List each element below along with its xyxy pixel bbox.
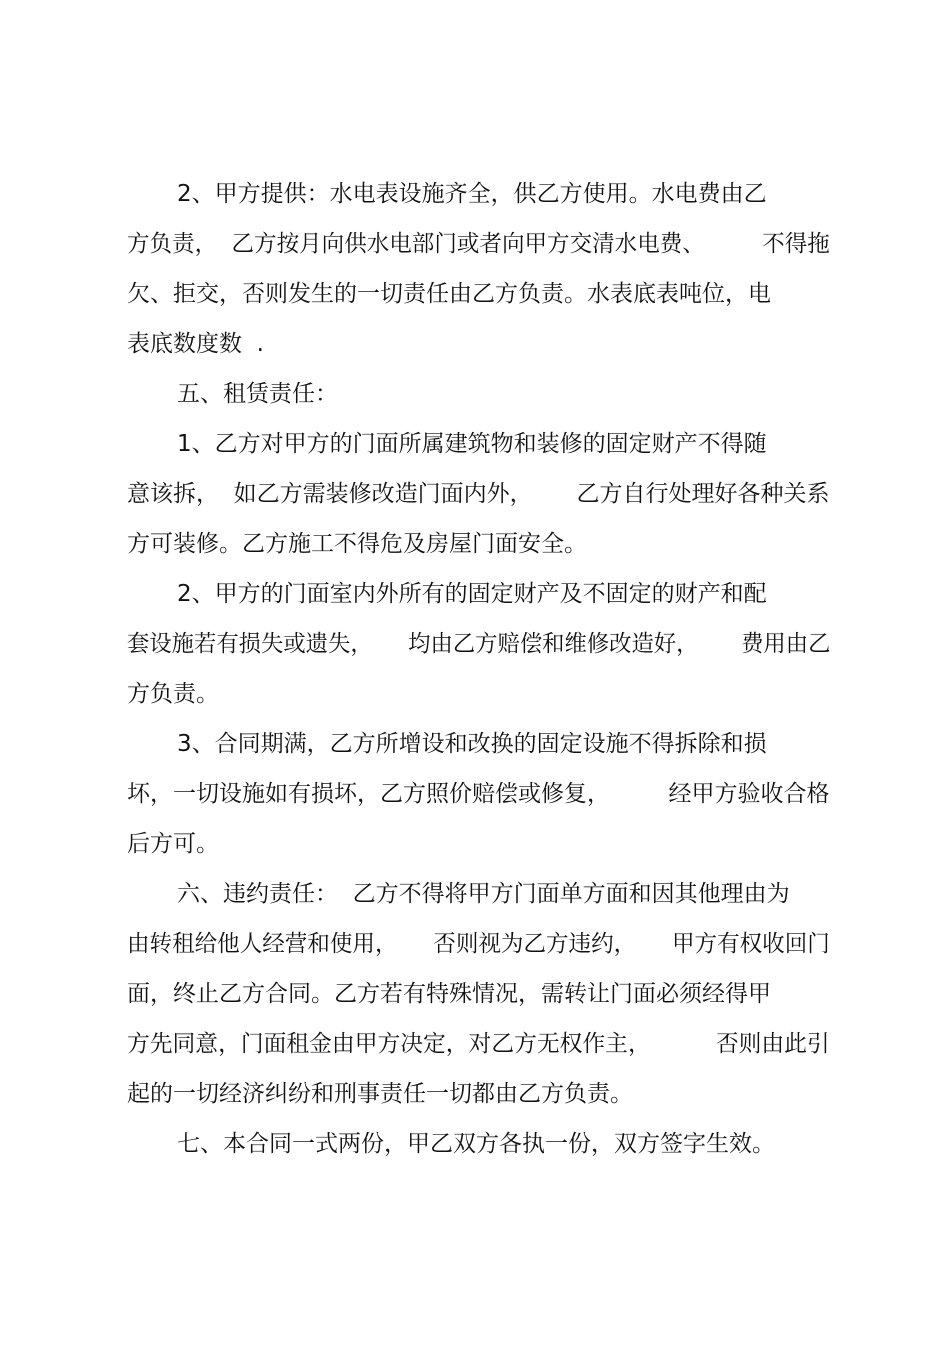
section-5-clause-3-line-3: 后方可。: [127, 831, 219, 857]
clause-2-water-electricity-line-3: 欠、拒交，否则发生的一切责任由乙方负责。水表底表吨位，电: [127, 281, 771, 307]
section-6-line-5: 起的一切经济纠纷和刑事责任一切都由乙方负责。: [127, 1081, 633, 1107]
section-6-line-1: 六、违约责任： 乙方不得将甲方门面单方面和因其他理由为: [177, 881, 790, 907]
section-6-line-3: 面，终止乙方合同。乙方若有特殊情况，需转让门面必须经得甲: [127, 981, 771, 1007]
section-5-clause-1-line-2: 意该拆， 如乙方需装修改造门面内外， 乙方自行处理好各种关系: [127, 481, 830, 507]
clause-2-water-electricity-line-1: 2、甲方提供：水电表设施齐全，供乙方使用。水电费由乙: [177, 181, 767, 207]
section-5-clause-1-line-3: 方可装修。乙方施工不得危及房屋门面安全。: [127, 531, 587, 557]
section-7-line: 七、本合同一式两份，甲乙双方各执一份，双方签字生效。: [177, 1131, 775, 1157]
section-5-heading: 五、租赁责任：: [177, 381, 338, 407]
section-6-line-4: 方先同意，门面租金由甲方决定，对乙方无权作主， 否则由此引: [127, 1031, 830, 1057]
section-5-clause-2-line-2: 套设施若有损失或遗失， 均由乙方赔偿和维修改造好， 费用由乙: [127, 631, 831, 657]
section-5-clause-3-line-2: 坏，一切设施如有损坏，乙方照价赔偿或修复， 经甲方验收合格: [127, 781, 830, 807]
clause-2-water-electricity-line-4: 表底数度数 .: [127, 331, 264, 357]
section-5-clause-2-line-1: 2、甲方的门面室内外所有的固定财产及不固定的财产和配: [177, 581, 767, 607]
section-5-clause-2-line-3: 方负责。: [127, 681, 219, 707]
section-5-clause-3-line-1: 3、合同期满，乙方所增设和改换的固定设施不得拆除和损: [177, 731, 767, 757]
section-5-clause-1-line-1: 1、乙方对甲方的门面所属建筑物和装修的固定财产不得随: [177, 431, 767, 457]
clause-2-water-electricity-line-2: 方负责， 乙方按月向供水电部门或者向甲方交清水电费、 不得拖: [127, 231, 830, 257]
section-6-line-2: 由转租给他人经营和使用， 否则视为乙方违约， 甲方有权收回门: [127, 931, 830, 957]
